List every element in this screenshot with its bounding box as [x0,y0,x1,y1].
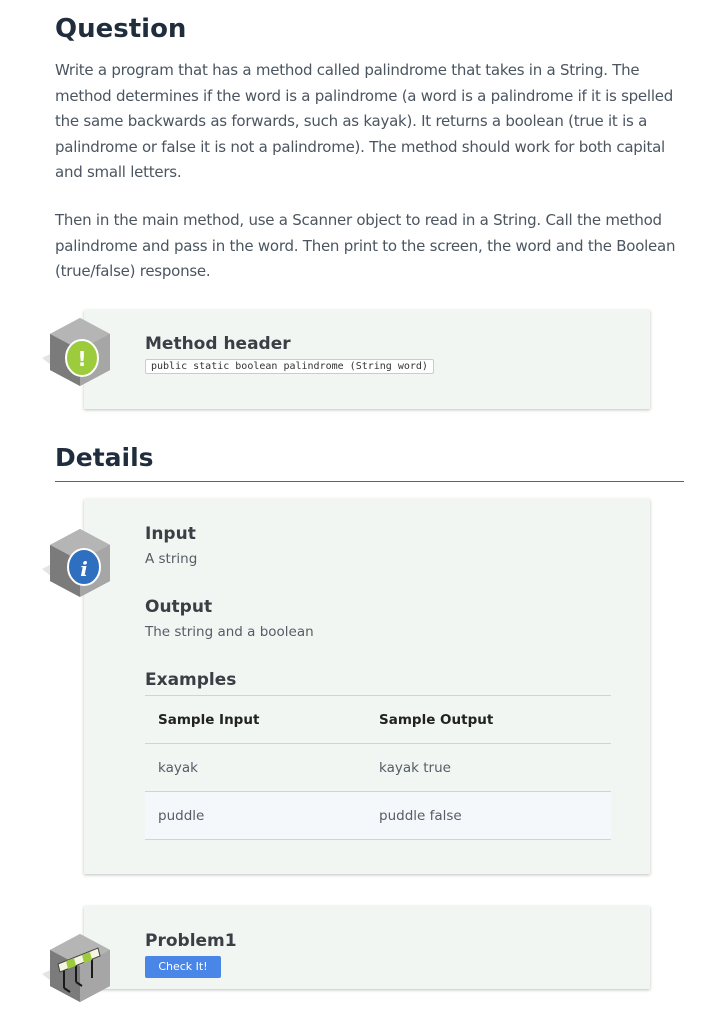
method-header-heading: Method header [145,334,291,354]
question-paragraph-1: Write a program that has a method called palindrome that takes in a String. The method determines if the word is a palindrome (a word is a palindrome if it is spelled the same backwards as forwards, such as kayak). It returns a boolean (true it is a palindrome or false it is not a palindrome). The method should work for both capital and small letters. [55,61,673,181]
table-cell-input: kayak [158,760,198,776]
table-cell-output: kayak true [379,760,451,776]
info-cube-icon [42,525,112,601]
svg-text:i: i [80,557,88,581]
question-paragraph-2: Then in the main method, use a Scanner object to read in a String. Call the method palindrome and pass in the word. Then print to the screen, the word and the Boolean (true/false) response. [55,211,676,280]
table-cell-input: puddle [158,808,205,824]
input-description: A string [145,551,198,567]
method-signature-code: public static boolean palindrome (String word) [145,359,434,374]
exclamation-cube-icon [42,314,112,390]
column-header-sample-input: Sample Input [158,712,260,728]
question-title: Question [55,14,187,44]
table-header-row [145,696,611,744]
table-row [145,792,611,840]
output-description: The string and a boolean [145,624,314,640]
details-title: Details [55,443,154,472]
check-it-button[interactable]: Check It! [145,956,221,978]
hurdle-cube-icon [42,930,112,1006]
table-row [145,744,611,792]
output-heading: Output [145,597,213,617]
svg-text:!: ! [77,347,87,371]
table-cell-output: puddle false [379,808,462,824]
input-heading: Input [145,524,196,544]
examples-heading: Examples [145,670,237,690]
details-divider [55,481,684,482]
problem-heading: Problem1 [145,931,237,951]
examples-table [145,695,611,840]
column-header-sample-output: Sample Output [379,712,494,728]
